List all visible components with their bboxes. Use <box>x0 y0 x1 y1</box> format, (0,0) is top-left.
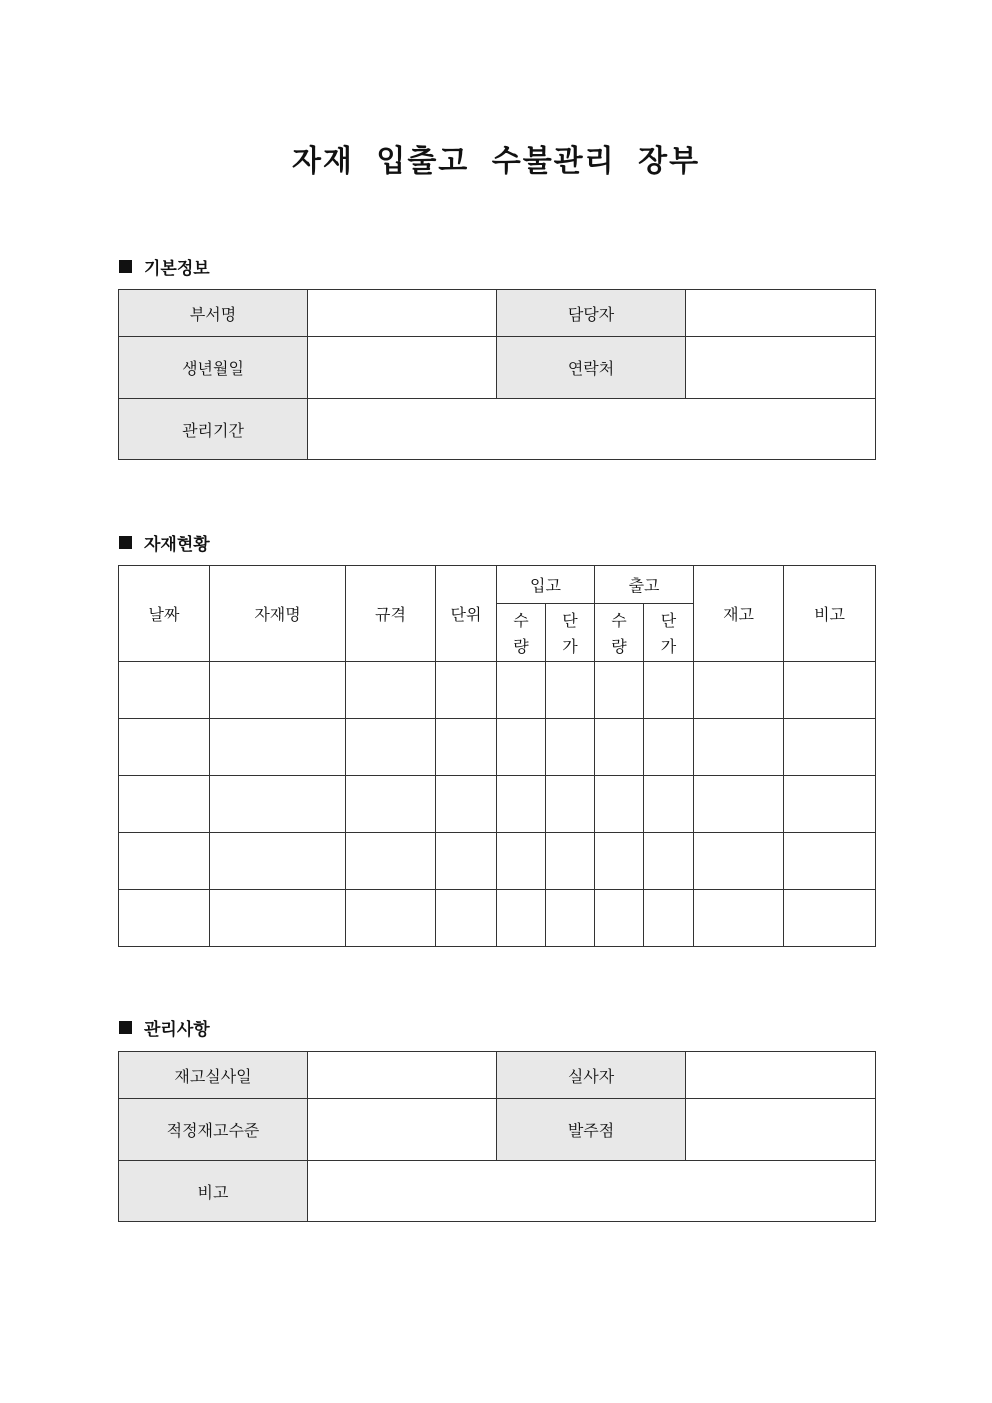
material-status-table <box>118 565 876 947</box>
spec-cell[interactable] <box>346 662 436 719</box>
unit-cell[interactable] <box>436 719 497 776</box>
stock-cell[interactable] <box>694 776 784 833</box>
note-cell[interactable] <box>784 833 876 890</box>
out-qty-line-1: 수 <box>611 610 627 630</box>
out-qty-cell[interactable] <box>595 719 644 776</box>
col-unit-header: 단위 <box>436 566 497 662</box>
date-cell[interactable] <box>119 890 210 947</box>
date-cell[interactable] <box>119 662 210 719</box>
in-price-cell[interactable] <box>546 719 595 776</box>
stock-cell[interactable] <box>694 833 784 890</box>
date-cell[interactable] <box>119 776 210 833</box>
out-price-cell[interactable] <box>644 776 694 833</box>
in-price-cell[interactable] <box>546 662 595 719</box>
material-status-heading <box>119 530 210 555</box>
out-qty-cell[interactable] <box>595 776 644 833</box>
table-row <box>119 890 876 947</box>
out-price-cell[interactable] <box>644 833 694 890</box>
in-qty-cell[interactable] <box>497 890 546 947</box>
page-title: 자재 입출고 수불관리 장부 <box>291 144 701 179</box>
name-cell[interactable] <box>210 719 346 776</box>
out-qty-cell[interactable] <box>595 890 644 947</box>
spec-cell[interactable] <box>346 719 436 776</box>
management-table <box>118 1051 876 1222</box>
period-label: 관리기간 <box>119 399 308 460</box>
in-price-cell[interactable] <box>546 776 595 833</box>
management-heading <box>119 1015 210 1040</box>
out-price-line-2: 가 <box>660 636 677 656</box>
unit-cell[interactable] <box>436 776 497 833</box>
out-price-header <box>644 604 694 662</box>
management-note-field[interactable] <box>308 1161 876 1222</box>
in-qty-cell[interactable] <box>497 776 546 833</box>
square-bullet-icon <box>119 536 132 549</box>
out-qty-header <box>595 604 644 662</box>
contact-label: 연락처 <box>497 337 686 399</box>
out-price-line-1: 단 <box>660 610 677 630</box>
note-cell[interactable] <box>784 890 876 947</box>
spec-cell[interactable] <box>346 833 436 890</box>
basic-info-table <box>118 289 876 460</box>
note-cell[interactable] <box>784 662 876 719</box>
inspector-label: 실사자 <box>497 1052 686 1099</box>
spec-cell[interactable] <box>346 776 436 833</box>
date-cell[interactable] <box>119 719 210 776</box>
basic-info-heading <box>119 254 210 279</box>
management-heading-text: 관리사항 <box>144 1020 210 1040</box>
date-cell[interactable] <box>119 833 210 890</box>
table-row <box>119 662 876 719</box>
unit-cell[interactable] <box>436 833 497 890</box>
square-bullet-icon <box>119 260 132 273</box>
birth-label: 생년월일 <box>119 337 308 399</box>
name-cell[interactable] <box>210 833 346 890</box>
basic-info-heading-text: 기본정보 <box>144 259 210 279</box>
out-price-cell[interactable] <box>644 890 694 947</box>
name-cell[interactable] <box>210 890 346 947</box>
in-price-line-1: 단 <box>562 610 578 630</box>
birth-field[interactable] <box>308 337 497 399</box>
out-qty-cell[interactable] <box>595 662 644 719</box>
in-price-header <box>546 604 595 662</box>
in-qty-line-1: 수 <box>513 610 529 630</box>
out-qty-line-2: 량 <box>611 636 627 656</box>
name-cell[interactable] <box>210 776 346 833</box>
stock-cell[interactable] <box>694 890 784 947</box>
inventory-date-label: 재고실사일 <box>119 1052 308 1099</box>
col-date-header: 날짜 <box>119 566 210 662</box>
dept-field[interactable] <box>308 290 497 337</box>
period-field[interactable] <box>308 399 876 460</box>
material-rows <box>119 662 876 947</box>
order-point-field[interactable] <box>686 1099 876 1161</box>
inspector-field[interactable] <box>686 1052 876 1099</box>
management-note-label: 비고 <box>119 1161 308 1222</box>
square-bullet-icon <box>119 1021 132 1034</box>
table-row <box>119 776 876 833</box>
in-price-line-2: 가 <box>562 636 578 656</box>
stock-cell[interactable] <box>694 719 784 776</box>
note-cell[interactable] <box>784 719 876 776</box>
unit-cell[interactable] <box>436 662 497 719</box>
out-price-cell[interactable] <box>644 719 694 776</box>
in-price-cell[interactable] <box>546 833 595 890</box>
in-price-cell[interactable] <box>546 890 595 947</box>
note-cell[interactable] <box>784 776 876 833</box>
in-qty-header <box>497 604 546 662</box>
in-qty-cell[interactable] <box>497 833 546 890</box>
inventory-date-field[interactable] <box>308 1052 497 1099</box>
col-name-header: 자재명 <box>210 566 346 662</box>
material-status-heading-text: 자재현황 <box>144 535 210 555</box>
col-note-header: 비고 <box>784 566 876 662</box>
table-row <box>119 833 876 890</box>
in-qty-cell[interactable] <box>497 662 546 719</box>
out-qty-cell[interactable] <box>595 833 644 890</box>
spec-cell[interactable] <box>346 890 436 947</box>
manager-label: 담당자 <box>497 290 686 337</box>
proper-stock-field[interactable] <box>308 1099 497 1161</box>
manager-field[interactable] <box>686 290 876 337</box>
col-stock-header: 재고 <box>694 566 784 662</box>
proper-stock-label: 적정재고수준 <box>119 1099 308 1161</box>
col-out-header: 출고 <box>595 566 694 604</box>
unit-cell[interactable] <box>436 890 497 947</box>
out-price-cell[interactable] <box>644 662 694 719</box>
table-row <box>119 719 876 776</box>
in-qty-line-2: 량 <box>513 636 529 656</box>
dept-label: 부서명 <box>119 290 308 337</box>
order-point-label: 발주점 <box>497 1099 686 1161</box>
col-in-header: 입고 <box>497 566 595 604</box>
col-spec-header: 규격 <box>346 566 436 662</box>
in-qty-cell[interactable] <box>497 719 546 776</box>
name-cell[interactable] <box>210 662 346 719</box>
contact-field[interactable] <box>686 337 876 399</box>
stock-cell[interactable] <box>694 662 784 719</box>
